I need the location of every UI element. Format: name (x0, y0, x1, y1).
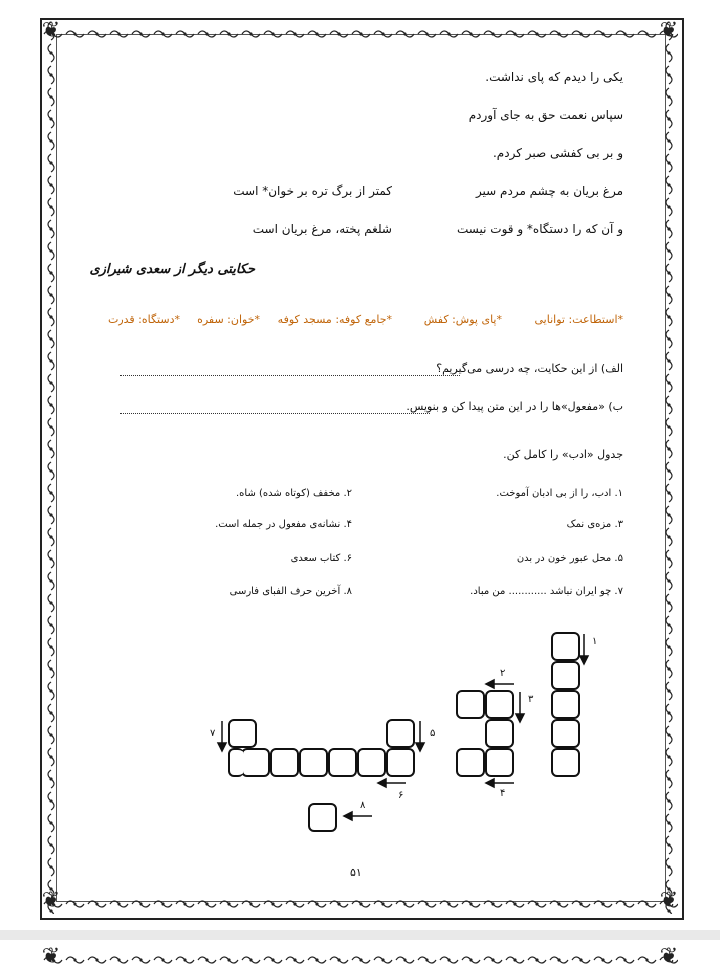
glossary-item: *جامع کوفه: مسجد کوفه (277, 313, 392, 326)
clue-7: ۷. چو ایران نباشد ............ من مباد. (470, 586, 623, 597)
next-page-edge (0, 940, 720, 980)
clue-number: ۲ (500, 668, 506, 679)
corner-flourish-icon: ❦ (41, 888, 61, 913)
puzzle-title: جدول «ادب» را کامل کن. (503, 448, 623, 461)
glossary-item: *استطاعت: توانایی (534, 313, 623, 326)
clue-number: ۵ (430, 728, 436, 739)
clue-5: ۵. محل عبور خون در بدن (516, 553, 623, 564)
verse-hemistich: شلغم پخته، مرغ بریان است (252, 222, 392, 236)
glossary-item: *پای پوش: کفش (423, 313, 502, 326)
clue-number: ۷ (210, 728, 216, 739)
verse-hemistich: کمتر از برگ تره بر خوان* است (233, 184, 392, 198)
clue-number: ۶ (398, 790, 404, 801)
glossary-item: *دستگاه: قدرت (107, 313, 180, 326)
text-line: و بر بی کفشی صبر کردم. (492, 146, 623, 160)
text-line: یکی را دیدم که پای نداشت. (485, 70, 623, 84)
story-title: حکایتی دیگر از سعدی شیرازی (89, 262, 255, 277)
corner-flourish-icon: ❦ (41, 944, 61, 969)
question-b: ب) «مفعول»ها را در این متن پیدا کن و بنویس. (406, 400, 623, 413)
clue-number: ۳ (528, 694, 534, 705)
corner-flourish-icon: ❦ (659, 944, 679, 969)
page-number: ۵۱ (350, 866, 362, 879)
clue-1: ۱. ادب، را از بی ادبان آموخت. (496, 488, 623, 499)
clue-6: ۶. کتاب سعدی (290, 553, 352, 564)
clue-4: ۴. نشانه‌ی مفعول در جمله است. (215, 519, 352, 530)
question-a: الف) از این حکایت، چه درسی می‌گیریم؟ (436, 362, 623, 375)
corner-flourish-icon: ❦ (41, 18, 61, 43)
top-ornament-border (42, 952, 678, 966)
clue-8: ۸. آخرین حرف الفبای فارسی (229, 586, 352, 597)
corner-flourish-icon: ❦ (659, 888, 679, 913)
clue-3: ۳. مزه‌ی نمک (566, 519, 623, 530)
clue-number: ۱ (592, 636, 598, 647)
corner-flourish-icon: ❦ (659, 18, 679, 43)
verse-hemistich: مرغ بریان به چشم مردم سیر (475, 184, 623, 198)
glossary-item: *خوان: سفره (197, 313, 260, 326)
clue-number: ۸ (360, 800, 366, 811)
clue-2: ۲. مخفف (کوتاه شده) شاه. (236, 488, 352, 499)
verse-hemistich: و آن که را دستگاه* و قوت نیست (457, 222, 623, 236)
text-line: سپاس نعمت حق به جای آوردم (468, 108, 623, 122)
clue-number: ۴ (500, 788, 506, 799)
